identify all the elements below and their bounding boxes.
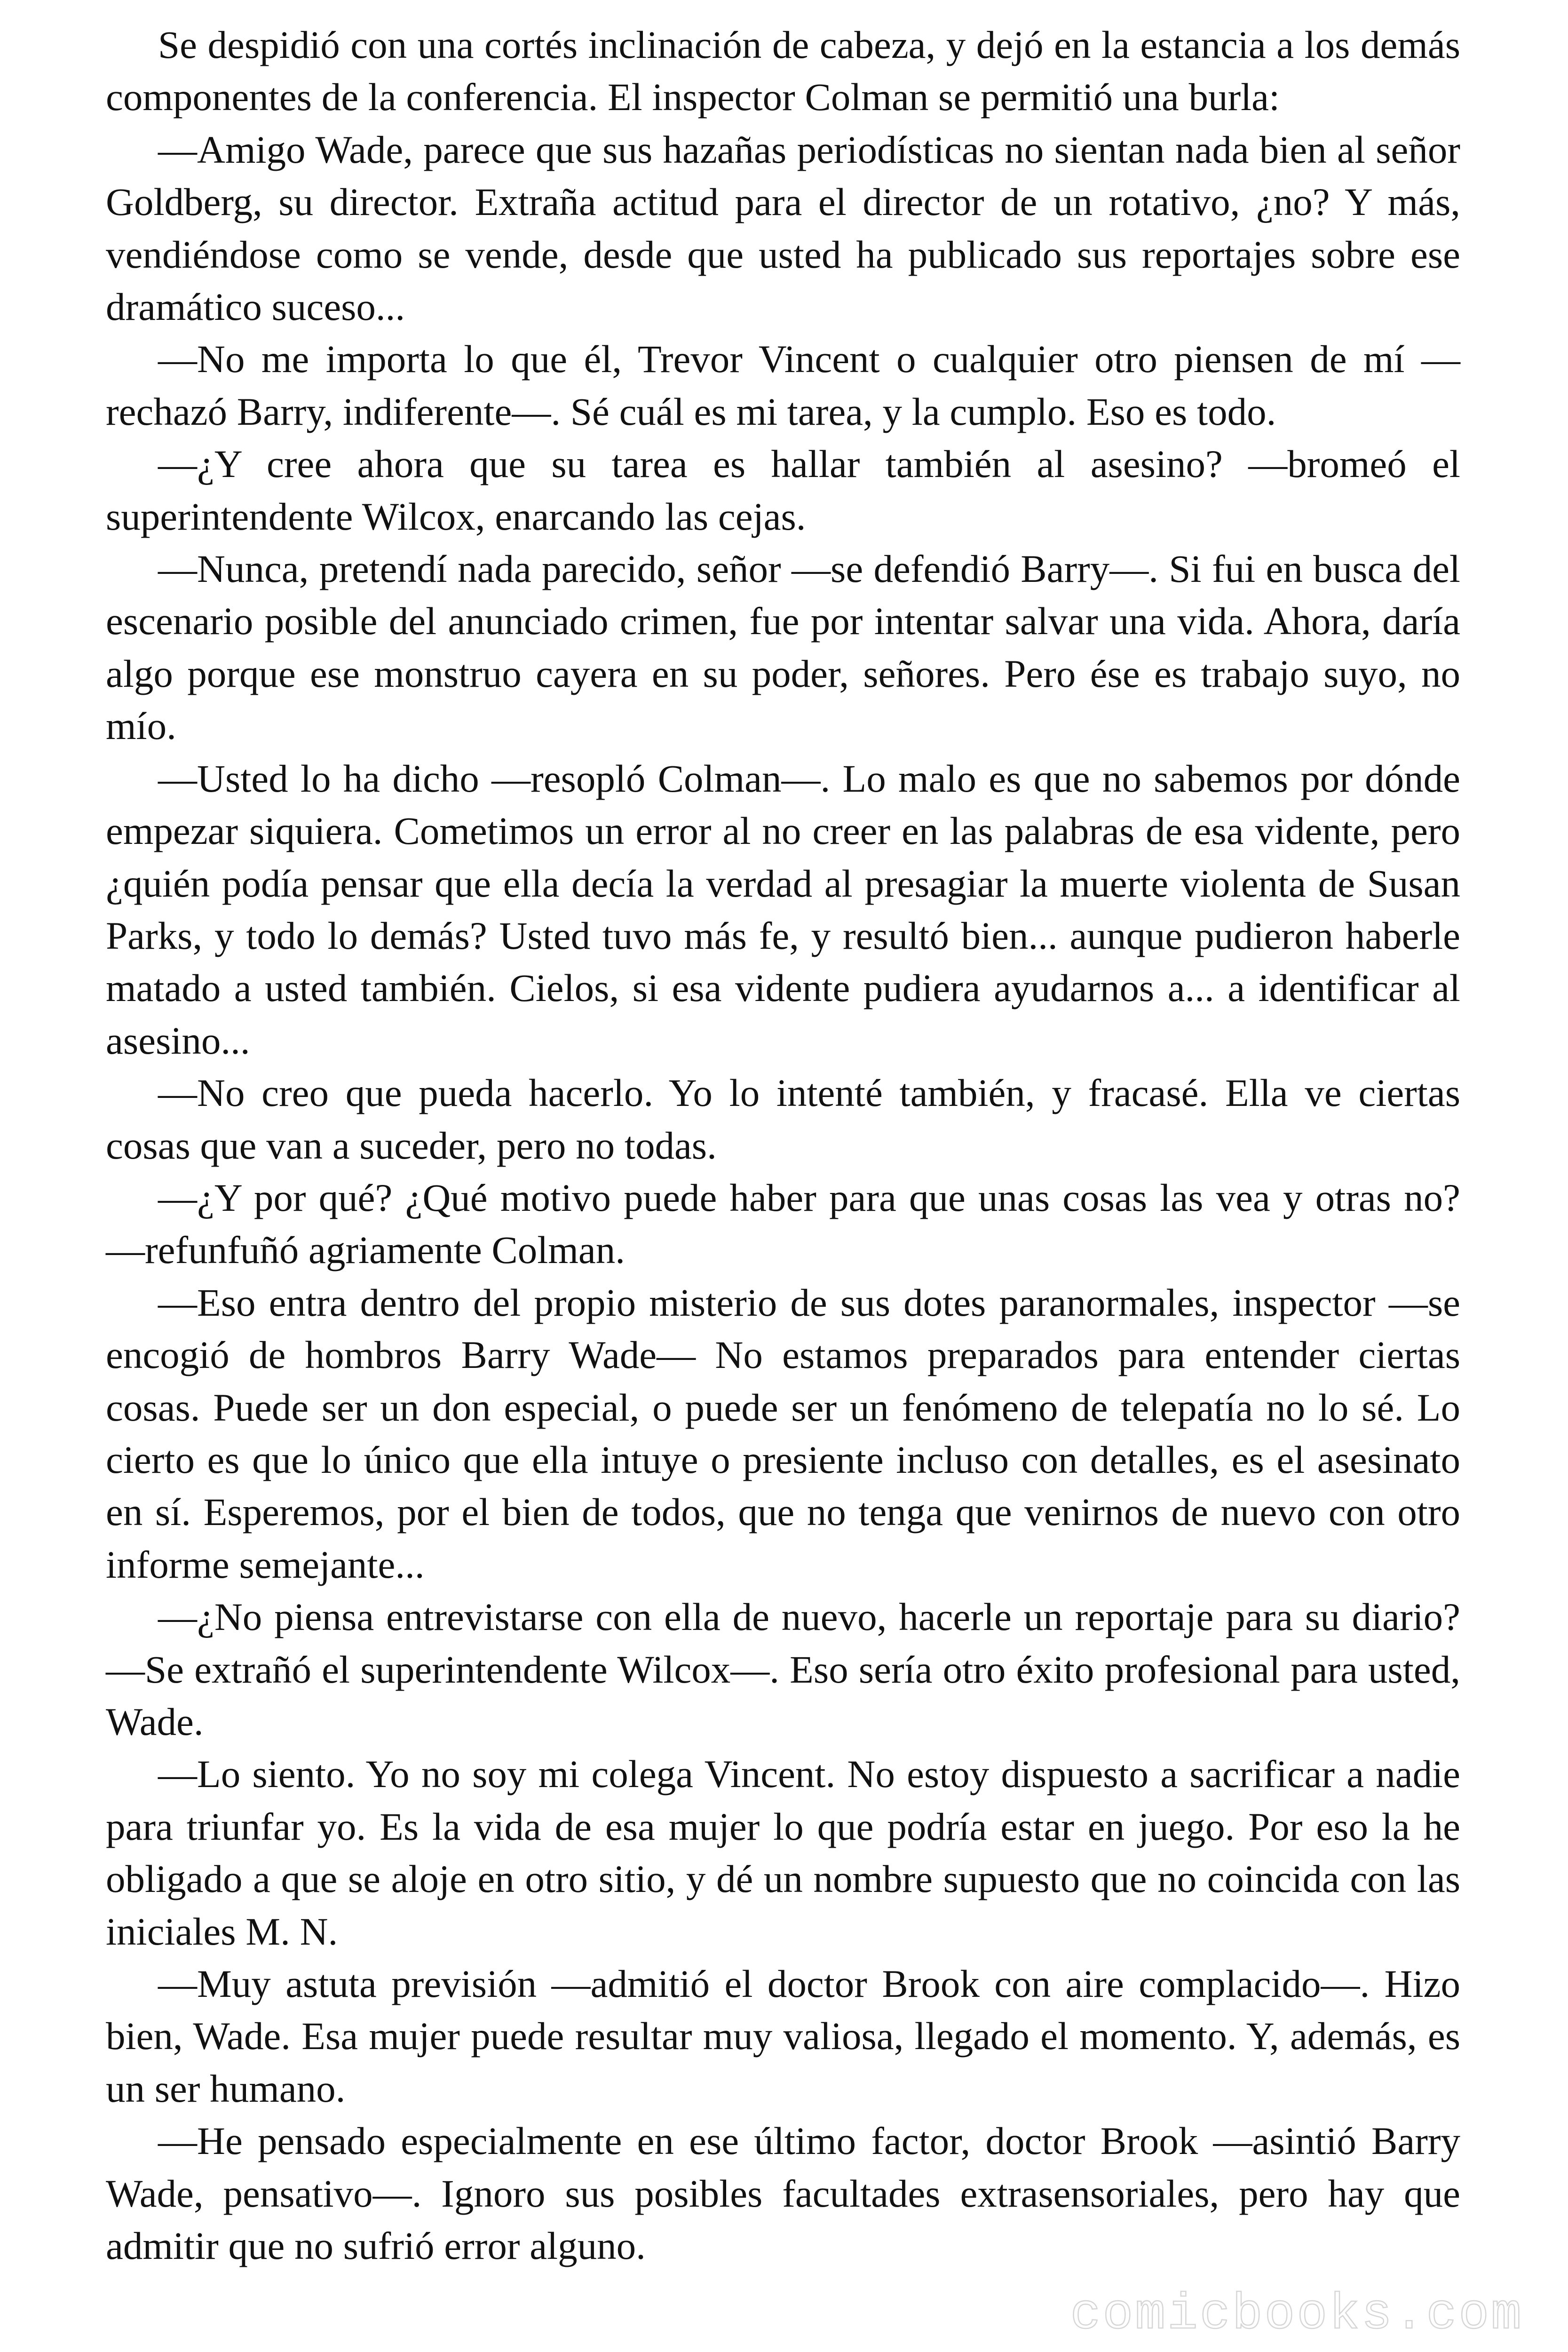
paragraph-11: —Lo siento. Yo no soy mi colega Vincent. No estoy dispuesto a sacrificar a nadie para triunfar yo. Es la vida de esa mujer lo que podría estar en juego. Por eso la he obligado a que se aloje en otro sitio, y dé un nombre supuesto que no coincida con las iniciales M. N.	[106, 1752, 1460, 1953]
paragraph-4: —¿Y cree ahora que su tarea es hallar también al asesino? —bromeó el superintendente Wilcox, enarcando las cejas.	[106, 442, 1460, 538]
paragraph-6: —Usted lo ha dicho —resopló Colman—. Lo malo es que no sabemos por dónde empezar siquiera. Cometimos un error al no creer en las palabras de esa vidente, pero ¿quién podía pensar que ella decía la verdad al presagiar la muerte violenta de Susan Parks, y todo lo demás? Usted tuvo más fe, y resultó bien... aunque pudieron haberle matado a usted también. Cielos, si esa vidente pudiera ayudarnos a... a identificar al asesino...	[106, 756, 1460, 1062]
watermark-logo: comicbooks.com	[1070, 2286, 1523, 2344]
paragraph-9: —Eso entra dentro del propio misterio de sus dotes paranormales, inspector —se encogió de hombros Barry Wade— No estamos preparados para entender ciertas cosas. Puede ser un don especial, o puede ser un fenómeno de telepatía no lo sé. Lo cierto es que lo único que ella intuye o presiente incluso con detalles, es el asesinato en sí. Esperemos, por el bien de todos, que no tenga que venirnos de nuevo con otro informe semejante...	[106, 1280, 1460, 1586]
paragraph-10: —¿No piensa entrevistarse con ella de nuevo, hacerle un reportaje para su diario? —Se extrañó el superintendente Wilcox—. Eso sería otro éxito profesional para usted, Wade.	[106, 1595, 1460, 1743]
paragraph-7: —No creo que pueda hacerlo. Yo lo intenté también, y fracasé. Ella ve ciertas cosas que van a suceder, pero no todas.	[106, 1071, 1460, 1167]
paragraph-8: —¿Y por qué? ¿Qué motivo puede haber para que unas cosas las vea y otras no? —refunfuñó agriamente Colman.	[106, 1176, 1460, 1272]
paragraph-1: Se despidió con una cortés inclinación de cabeza, y dejó en la estancia a los demás componentes de la conferencia. El inspector Colman se permitió una burla:	[106, 23, 1460, 119]
paragraph-12: —Muy astuta previsión —admitió el doctor Brook con aire complacido—. Hizo bien, Wade. Esa mujer puede resultar muy valiosa, llegado el momento. Y, además, es un ser humano.	[106, 1962, 1460, 2110]
paragraph-13: —He pensado especialmente en ese último factor, doctor Brook —asintió Barry Wade, pensativo—. Ignoro sus posibles facultades extrasensoriales, pero hay que admitir que no sufrió error alguno.	[106, 2119, 1460, 2268]
book-page	[106, 19, 1460, 2272]
paragraph-5: —Nunca, pretendí nada parecido, señor —se defendió Barry—. Si fui en busca del escenario posible del anunciado crimen, fue por intentar salvar una vida. Ahora, daría algo porque ese monstruo cayera en su poder, señores. Pero ése es trabajo suyo, no mío.	[106, 547, 1460, 748]
paragraph-2: —Amigo Wade, parece que sus hazañas periodísticas no sientan nada bien al señor Goldberg, su director. Extraña actitud para el director de un rotativo, ¿no? Y más, vendiéndose como se vende, desde que usted ha publicado sus reportajes sobre ese dramático suceso...	[106, 127, 1460, 329]
paragraph-3: —No me importa lo que él, Trevor Vincent o cualquier otro piensen de mí —rechazó Barry, indiferente—. Sé cuál es mi tarea, y la cumplo. Eso es todo.	[106, 337, 1460, 433]
